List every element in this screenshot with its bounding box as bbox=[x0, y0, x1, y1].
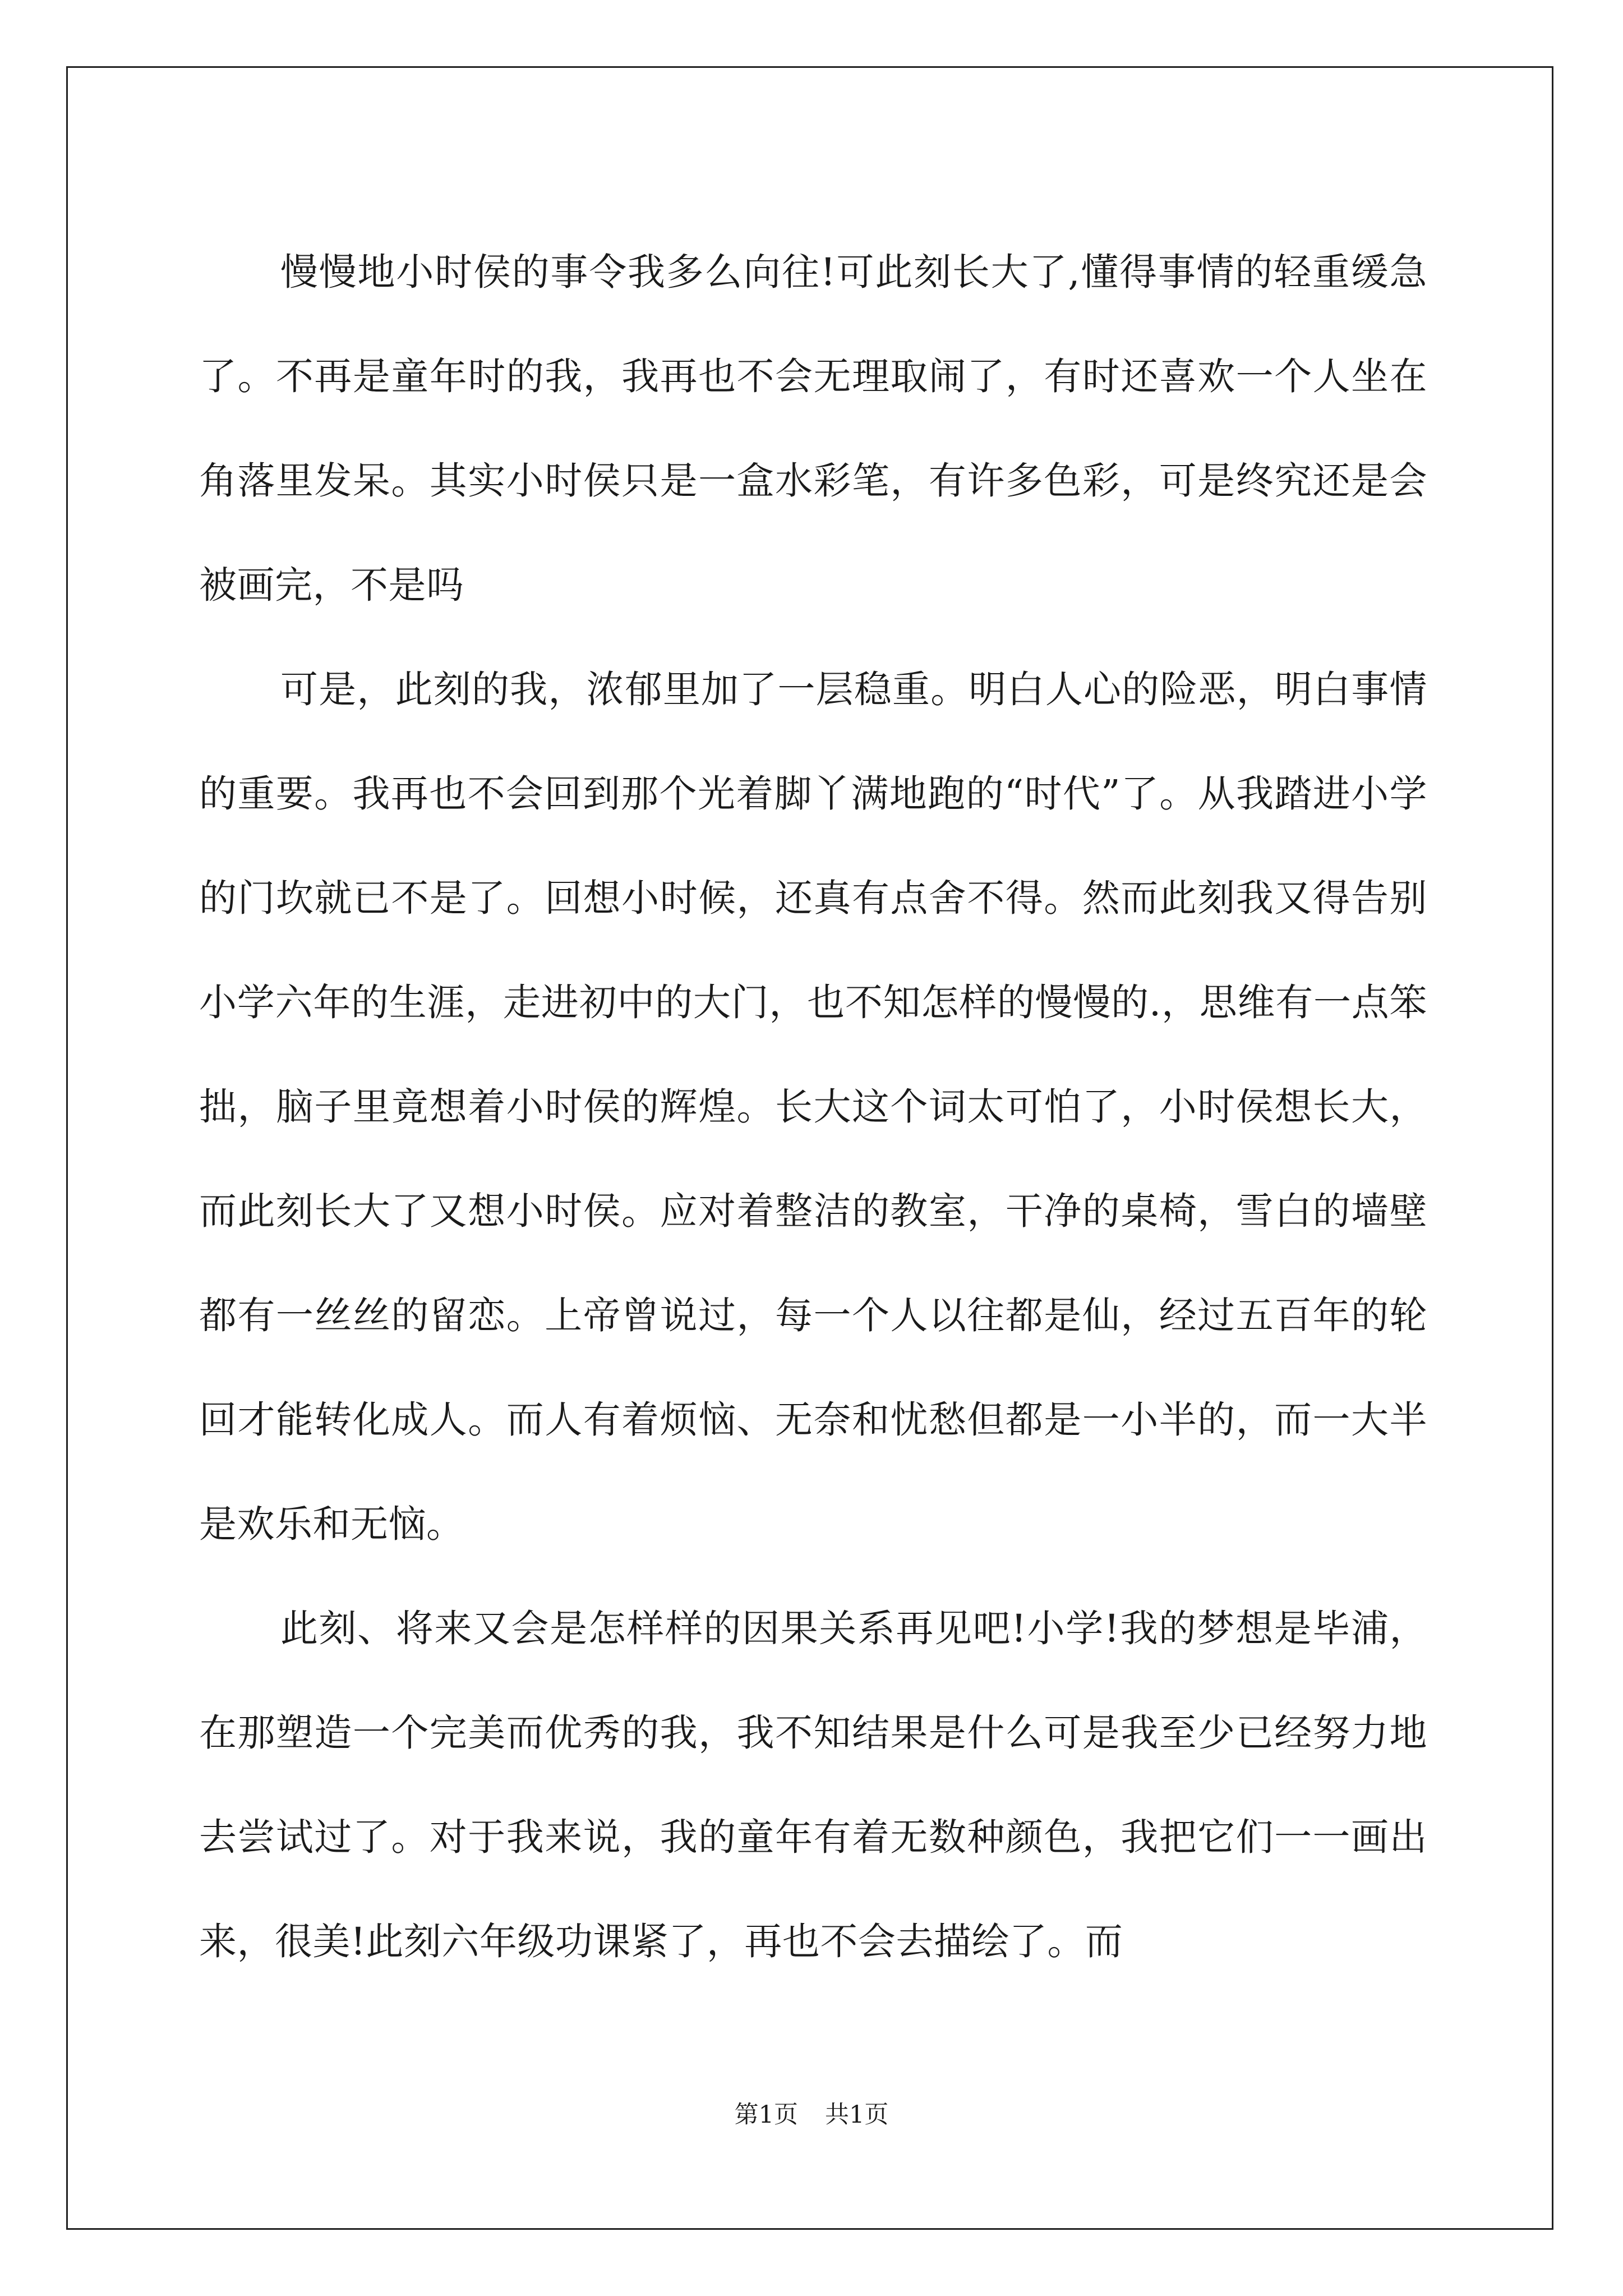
document-body bbox=[199, 220, 1427, 1994]
total-pages: 共1页 bbox=[825, 2101, 889, 2129]
page-number: 第1页 bbox=[734, 2101, 798, 2129]
page-footer bbox=[0, 2098, 1623, 2132]
paragraph-2: 可是，此刻的我，浓郁里加了一层稳重。明白人心的险恶，明白事情的重要。我再也不会回到那个光着脚丫满地跑的“时代”了。从我踏进小学的门坎就已不是了。回想小时候，还真有点舍不得。然而此刻我又得告别小学六年的生涯，走进初中的大门，也不知怎样的慢慢的.，思维有一点笨拙，脑子里竟想着小时侯的辉煌。长大这个词太可怕了，小时侯想长大，而此刻长大了又想小时侯。应对着整洁的教室，干净的桌椅，雪白的墙壁都有一丝丝的留恋。上帝曾说过，每一个人以往都是仙，经过五百年的轮回才能转化成人。而人有着烦恼、无奈和忧愁但都是一小半的，而一大半是欢乐和无恼。 bbox=[199, 668, 1427, 1546]
paragraph-1: 慢慢地小时侯的事令我多么向往!可此刻长大了,懂得事情的轻重缓急了。不再是童年时的我，我再也不会无理取闹了，有时还喜欢一个人坐在角落里发呆。其实小时侯只是一盒水彩笔，有许多色彩，可是终究还是会被画完，不是吗 bbox=[199, 250, 1427, 607]
paragraph-3: 此刻、将来又会是怎样样的因果关系再见吧!小学!我的梦想是毕浦，在那塑造一个完美而优秀的我，我不知结果是什么可是我至少已经努力地去尝试过了。对于我来说，我的童年有着无数种颜色，我把它们一一画出来，很美!此刻六年级功课紧了，再也不会去描绘了。而 bbox=[199, 1607, 1427, 1963]
